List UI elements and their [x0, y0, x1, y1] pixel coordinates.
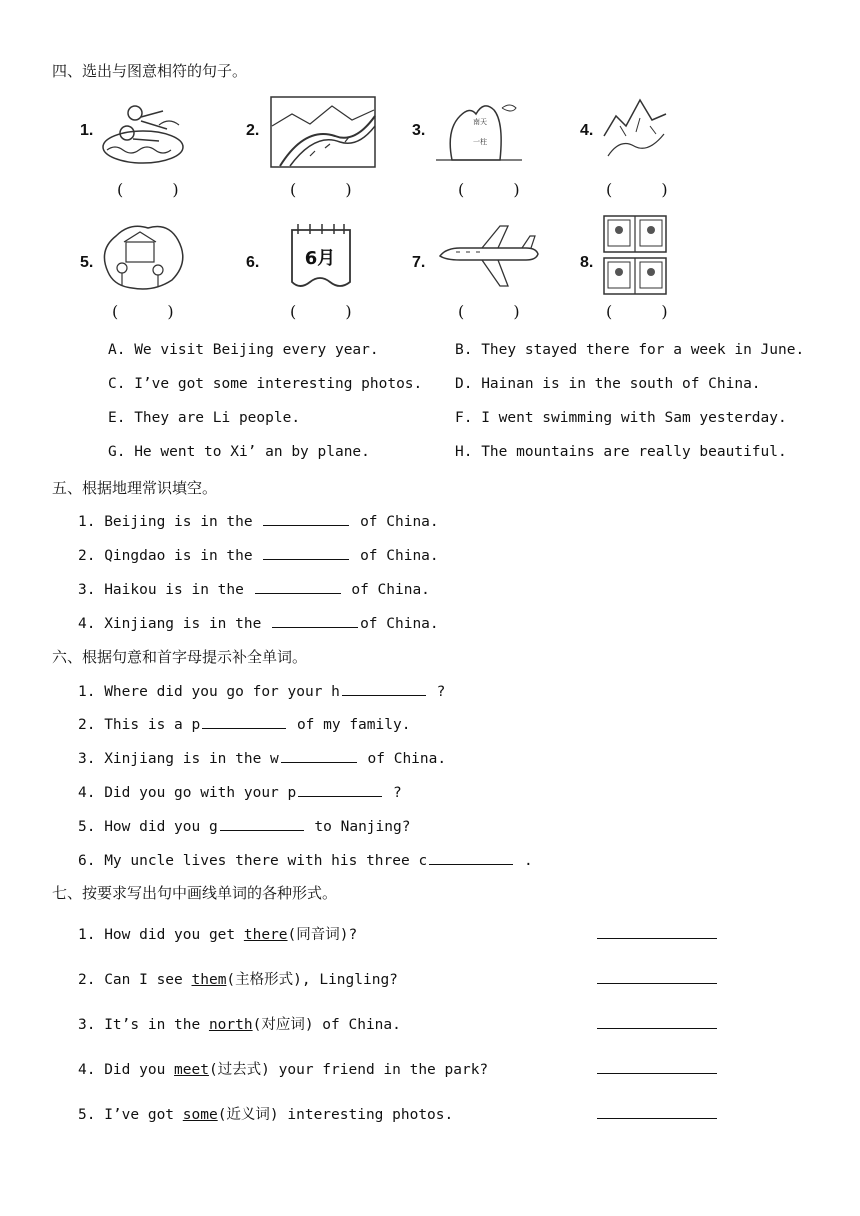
answer-blank[interactable]	[220, 816, 304, 831]
form-question: 4. Did you meet(过去式) your friend in the park?	[78, 1062, 489, 1078]
fill-question: 1. Beijing is in the of China.	[78, 511, 439, 530]
picture-number: 5.	[80, 254, 94, 271]
answer-blank[interactable]	[298, 782, 382, 797]
fill-question: 3. Haikou is in the of China.	[78, 579, 430, 598]
answer-blank[interactable]	[255, 579, 341, 594]
answer-parentheses[interactable]: ( )	[458, 180, 542, 199]
word-question: 3. Xinjiang is in the w of China.	[78, 748, 446, 767]
answer-parentheses[interactable]: ( )	[117, 180, 201, 199]
underlined-word: meet	[174, 1062, 209, 1078]
answer-line[interactable]	[597, 938, 717, 939]
li-people-icon	[98, 222, 188, 294]
answer-blank[interactable]	[263, 511, 349, 526]
answer-line[interactable]	[597, 1118, 717, 1119]
form-question: 3. It’s in the north(对应词) of China.	[78, 1017, 401, 1033]
calendar-month-label: 6月	[304, 248, 336, 269]
option-c: C. I’ve got some interesting photos.	[108, 376, 423, 392]
svg-text:南天: 南天	[473, 118, 487, 126]
svg-text:一柱: 一柱	[473, 138, 487, 146]
fill-question: 4. Xinjiang is in the of China.	[78, 613, 439, 632]
answer-line[interactable]	[597, 1028, 717, 1029]
picture-number: 7.	[412, 254, 426, 271]
picture-number: 3.	[412, 122, 426, 139]
option-h: H. The mountains are really beautiful.	[455, 444, 787, 460]
answer-blank[interactable]	[202, 714, 286, 729]
photo-album-icon	[602, 214, 668, 296]
underlined-word: there	[243, 927, 288, 943]
great-wall-icon	[270, 96, 376, 168]
option-g: G. He went to Xi’ an by plane.	[108, 444, 370, 460]
answer-line[interactable]	[597, 1073, 717, 1074]
answer-blank[interactable]	[342, 681, 426, 696]
airplane-icon	[436, 222, 540, 292]
form-question: 2. Can I see them(主格形式), Lingling?	[78, 972, 398, 988]
form-question: 1. How did you get there(同音词)?	[78, 927, 358, 943]
section-4-heading: 四、选出与图意相符的句子。	[52, 62, 248, 80]
picture-number: 1.	[80, 122, 94, 139]
picture-number: 8.	[580, 254, 594, 271]
answer-blank[interactable]	[263, 545, 349, 560]
word-question: 4. Did you go with your p ?	[78, 782, 402, 801]
answer-blank[interactable]	[281, 748, 357, 763]
nantian-yizhu-rock-icon	[434, 98, 524, 166]
word-question: 1. Where did you go for your h ?	[78, 681, 445, 700]
picture-number: 4.	[580, 122, 594, 139]
answer-parentheses[interactable]: ( )	[290, 302, 374, 321]
picture-number: 2.	[246, 122, 260, 139]
underlined-word: north	[208, 1017, 253, 1033]
section-7-heading: 七、按要求写出句中画线单词的各种形式。	[52, 884, 338, 902]
answer-line[interactable]	[597, 983, 717, 984]
underlined-word: them	[191, 972, 227, 988]
answer-parentheses[interactable]: ( )	[458, 302, 542, 321]
answer-parentheses[interactable]: ( )	[606, 302, 690, 321]
answer-parentheses[interactable]: ( )	[112, 302, 196, 321]
answer-parentheses[interactable]: ( )	[606, 180, 690, 199]
calendar-june-icon	[284, 218, 356, 294]
answer-parentheses[interactable]: ( )	[290, 180, 374, 199]
answer-blank[interactable]	[272, 613, 358, 628]
word-question: 5. How did you g to Nanjing?	[78, 816, 410, 835]
option-e: E. They are Li people.	[108, 410, 301, 426]
option-d: D. Hainan is in the south of China.	[455, 376, 761, 392]
word-question: 2. This is a p of my family.	[78, 714, 410, 733]
word-question: 6. My uncle lives there with his three c .	[78, 850, 533, 869]
section-5-heading: 五、根据地理常识填空。	[52, 479, 218, 497]
section-6-heading: 六、根据句意和首字母提示补全单词。	[52, 648, 308, 666]
swimming-kids-icon	[97, 95, 189, 169]
option-f: F. I went swimming with Sam yesterday.	[455, 410, 787, 426]
option-b: B. They stayed there for a week in June.	[455, 342, 805, 358]
fill-question: 2. Qingdao is in the of China.	[78, 545, 439, 564]
answer-blank[interactable]	[429, 850, 513, 865]
mountains-icon	[600, 96, 670, 166]
underlined-word: some	[182, 1107, 218, 1123]
option-a: A. We visit Beijing every year.	[108, 342, 379, 358]
form-question: 5. I’ve got some(近义词) interesting photos.	[78, 1107, 454, 1123]
picture-number: 6.	[246, 254, 260, 271]
